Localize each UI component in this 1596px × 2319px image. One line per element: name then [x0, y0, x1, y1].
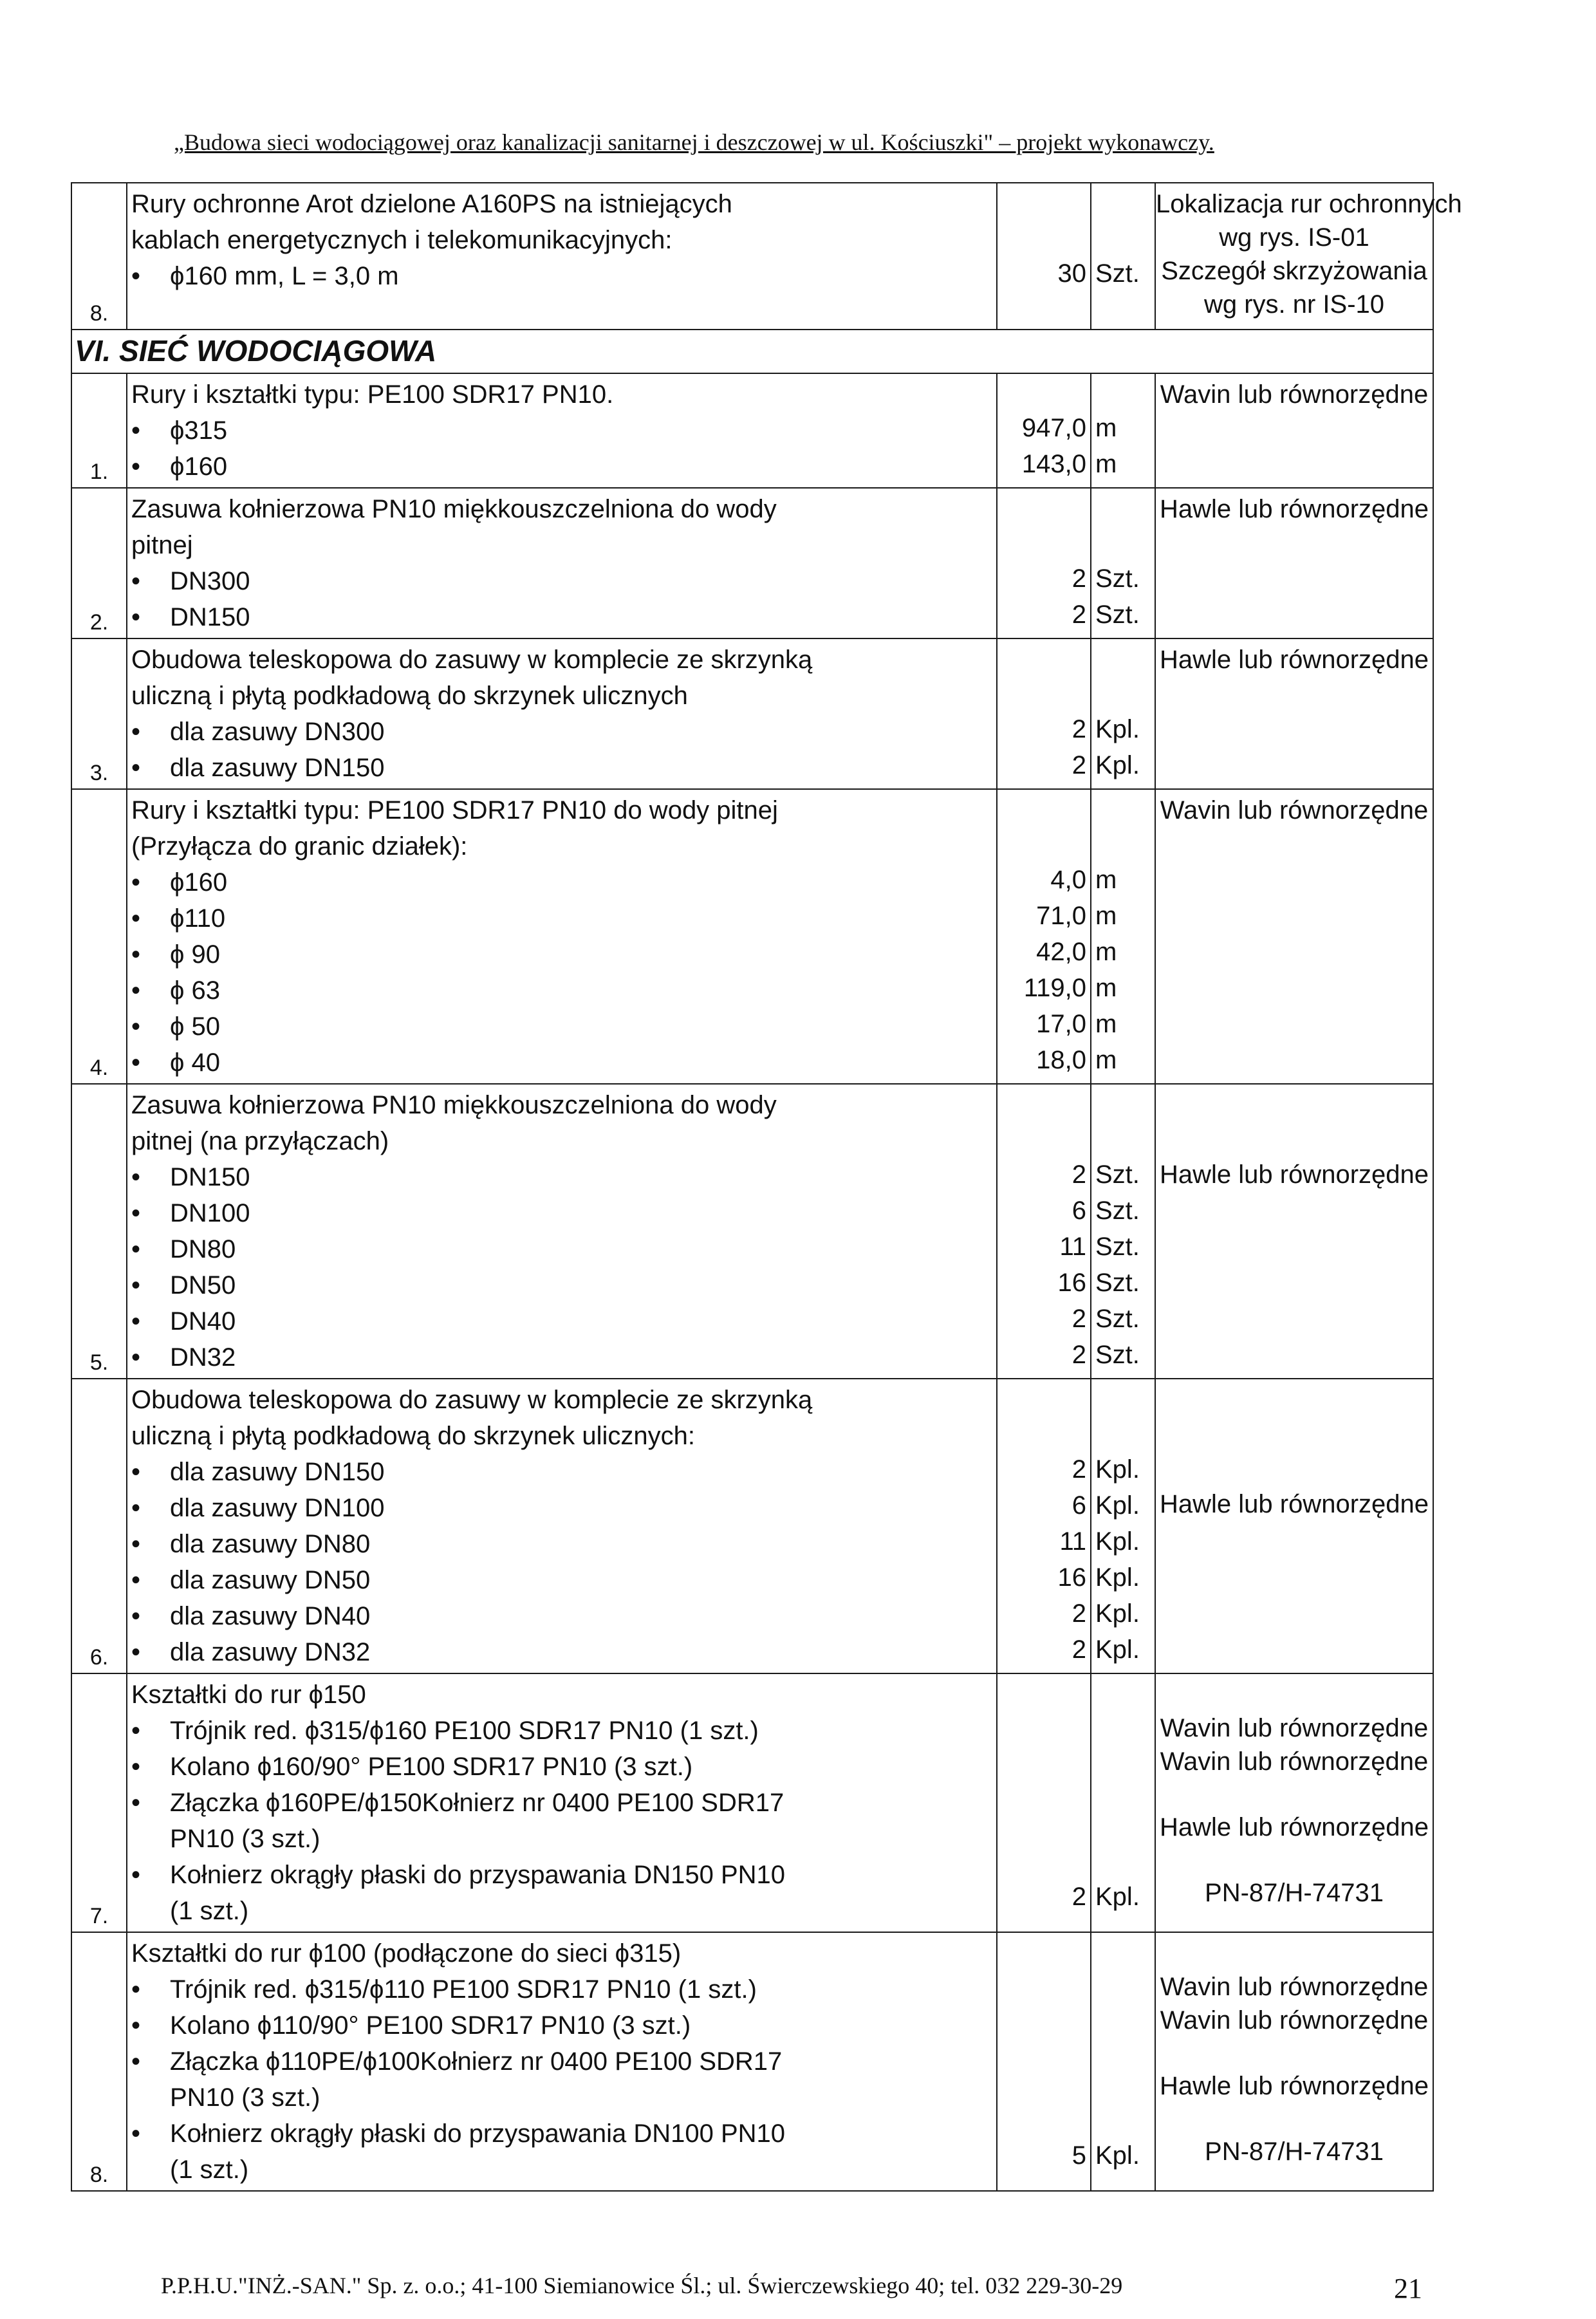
row-number: 3.: [71, 638, 127, 789]
row-quantity: 2 2: [997, 638, 1091, 789]
table-row: [71, 638, 1433, 789]
row-number: 7.: [71, 1673, 127, 1932]
row-note: Lokalizacja rur ochronnych wg rys. IS-01 Szczegół skrzyżowania wg rys. nr IS-10: [1155, 183, 1433, 330]
row-unit: Kpl.: [1091, 1932, 1155, 2191]
row-description: Kształtki do rur ϕ100 (podłączone do sieci ϕ315) • Trójnik red. ϕ315/ϕ110 PE100 SDR17 PN10 (1 szt.) • Kolano ϕ110/90° PE100 SDR17 PN10 (3 szt.) • Złączka ϕ110PE/ϕ100Kołnierz nr 0400 PE100 SDR17 PN10 (3 szt.) • Kołnierz okrągły płaski do przyspawania DN100 PN10 (1 szt.): [127, 1932, 997, 2191]
row-description: Obudowa teleskopowa do zasuwy w komplecie ze skrzynką uliczną i płytą podkładową do skrzynek ulicznych • dla zasuwy DN300 • dla zasuwy DN150: [127, 638, 997, 789]
row-quantity: 947,0 143,0: [997, 373, 1091, 488]
row-description: Kształtki do rur ϕ150 • Trójnik red. ϕ315/ϕ160 PE100 SDR17 PN10 (1 szt.) • Kolano ϕ160/90° PE100 SDR17 PN10 (3 szt.) • Złączka ϕ160PE/ϕ150Kołnierz nr 0400 PE100 SDR17 PN10 (3 szt.) • Kołnierz okrągły płaski do przyspawania DN150 PN10 (1 szt.): [127, 1673, 997, 1932]
row-quantity: 2: [997, 1673, 1091, 1932]
row-unit: Szt. Szt.: [1091, 488, 1155, 638]
table-row: [71, 1379, 1433, 1673]
row-note: Wavin lub równorzędne Wavin lub równorzędne Hawle lub równorzędne PN-87/H-74731: [1155, 1932, 1433, 2191]
section-title: VI. SIEĆ WODOCIĄGOWA: [71, 330, 1433, 373]
row-note: Wavin lub równorzędne Wavin lub równorzędne Hawle lub równorzędne PN-87/H-74731: [1155, 1673, 1433, 1932]
row-note: Wavin lub równorzędne: [1155, 373, 1433, 488]
row-number: 2.: [71, 488, 127, 638]
row-description: Rury ochronne Arot dzielone A160PS na istniejących kablach energetycznych i telekomunikacyjnych: • ϕ160 mm, L = 3,0 m: [127, 183, 997, 330]
row-number: 8.: [71, 1932, 127, 2191]
table-row: [71, 1084, 1433, 1379]
row-number: 5.: [71, 1084, 127, 1379]
row-number: 4.: [71, 789, 127, 1084]
page-header: „Budowa sieci wodociągowej oraz kanalizacji sanitarnej i deszczowej w ul. Kościuszki" – projekt wykonawczy.: [174, 129, 1214, 155]
row-unit: Kpl. Kpl. Kpl. Kpl. Kpl. Kpl.: [1091, 1379, 1155, 1673]
row-description: Rury i kształtki typu: PE100 SDR17 PN10 do wody pitnej (Przyłącza do granic działek): • ϕ160 • ϕ110 • ϕ 90 • ϕ 63 • ϕ 50 • ϕ 40: [127, 789, 997, 1084]
row-quantity: 30: [997, 183, 1091, 330]
row-note: Wavin lub równorzędne: [1155, 789, 1433, 1084]
row-description: Zasuwa kołnierzowa PN10 miękkouszczelniona do wody pitnej • DN300 • DN150: [127, 488, 997, 638]
row-quantity: 2 6 11 16 2 2: [997, 1084, 1091, 1379]
row-unit: Szt.: [1091, 183, 1155, 330]
table-row: [71, 1932, 1433, 2191]
row-number: 1.: [71, 373, 127, 488]
row-quantity: 5: [997, 1932, 1091, 2191]
row-unit: m m m m m m: [1091, 789, 1155, 1084]
row-quantity: 4,0 71,0 42,0 119,0 17,0 18,0: [997, 789, 1091, 1084]
row-quantity: 2 6 11 16 2 2: [997, 1379, 1091, 1673]
page-footer: [161, 2272, 1422, 2304]
table-row: [71, 1673, 1433, 1932]
footer-company: P.P.H.U."INŻ.-SAN." Sp. z. o.o.; 41-100 Siemianowice Śl.; ul. Świerczewskiego 40; tel. 032 229-30-29: [161, 2273, 1123, 2298]
section-heading-row: [71, 330, 1433, 373]
row-unit: Szt. Szt. Szt. Szt. Szt. Szt.: [1091, 1084, 1155, 1379]
row-description: Rury i kształtki typu: PE100 SDR17 PN10. • ϕ315 • ϕ160: [127, 373, 997, 488]
row-description: Obudowa teleskopowa do zasuwy w komplecie ze skrzynką uliczną i płytą podkładową do skrzynek ulicznych: • dla zasuwy DN150 • dla zasuwy DN100 • dla zasuwy DN80 • dla zasuwy DN50 • dla zasuwy DN40 • dla zasuwy DN32: [127, 1379, 997, 1673]
table-row: [71, 373, 1433, 488]
row-note: Hawle lub równorzędne: [1155, 1084, 1433, 1379]
row-unit: Kpl.: [1091, 1673, 1155, 1932]
table-row: [71, 183, 1433, 330]
row-number: 8.: [71, 183, 127, 330]
row-note: Hawle lub równorzędne: [1155, 488, 1433, 638]
row-quantity: 2 2: [997, 488, 1091, 638]
row-note: Hawle lub równorzędne: [1155, 1379, 1433, 1673]
row-number: 6.: [71, 1379, 127, 1673]
specification-table: [71, 182, 1462, 2192]
table-row: [71, 488, 1433, 638]
page-number: 21: [1394, 2273, 1422, 2304]
row-unit: Kpl. Kpl.: [1091, 638, 1155, 789]
row-note: Hawle lub równorzędne: [1155, 638, 1433, 789]
table-row: [71, 789, 1433, 1084]
row-unit: m m: [1091, 373, 1155, 488]
row-description: Zasuwa kołnierzowa PN10 miękkouszczelniona do wody pitnej (na przyłączach) • DN150 • DN100 • DN80 • DN50 • DN40 • DN32: [127, 1084, 997, 1379]
